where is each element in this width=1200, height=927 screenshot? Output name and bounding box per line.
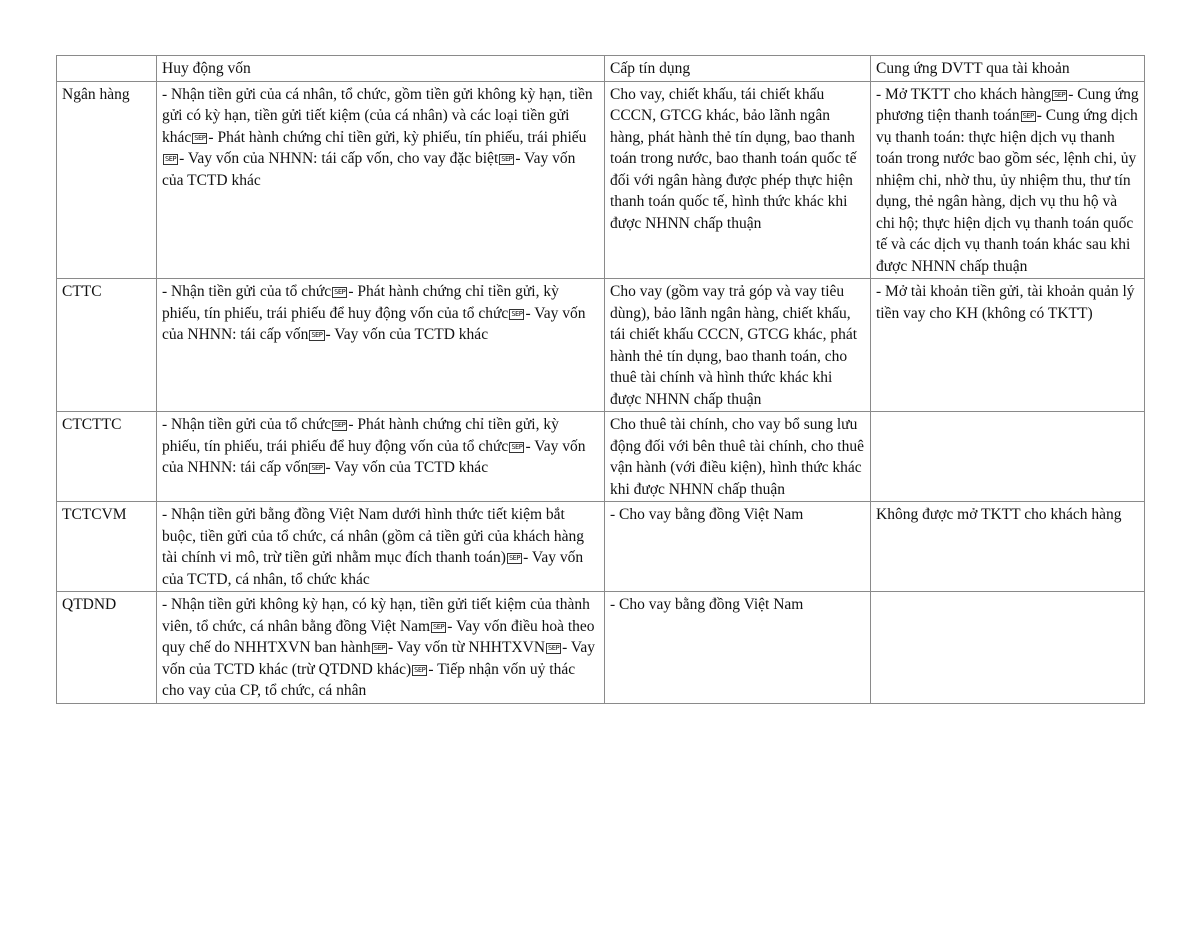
cell-text: - Cho vay bằng đồng Việt Nam [610,596,804,613]
cell-text: - Vay vốn điều hoà theo quy chế do NHHTXVN ban hành [162,617,595,656]
cell-text: - Mở tài khoản tiền gửi, tài khoản quản lý tiền vay cho KH (không có TKTT) [876,283,1135,322]
cell-cung-ung-dvtt [871,592,1145,704]
cell-text: - Phát hành chứng chỉ tiền gửi, kỳ phiếu, tín phiếu, trái phiếu để huy động vốn của tổ chức [162,416,559,455]
cell-text: - Vay vốn của NHNN: tái cấp vốn [162,304,586,343]
separator-glyph: SEP [548,644,560,652]
cell-text: Cho vay, chiết khấu, tái chiết khấu CCCN, GTCG khác, bảo lãnh ngân hàng, phát hành thẻ tín dụng, bao thanh toán trong nước, bao thanh toán quốc tế đối với ngân hàng được phép thực hiện thanh toán quốc tế, hình thức khác khi được NHNN chấp thuận [610,85,857,232]
cell-text: - Nhận tiền gửi bằng đồng Việt Nam dưới hình thức tiết kiệm bắt buộc, tiền gửi của tổ chức, cá nhân (gồm cả tiền gửi của khách hàng tài chính vi mô, trừ tiền gửi nhằm mục đích thanh toán) [162,506,585,566]
separator-glyph: SEP [508,554,521,562]
cell-text: - Nhận tiền gửi của tổ chức [162,416,332,433]
cell-text: - Vay vốn của TCTD khác (trừ QTDND khác) [162,639,596,678]
separator-glyph: SEP [501,155,513,163]
cell-text: Cho vay (gồm vay trả góp và vay tiêu dùng), bảo lãnh ngân hàng, chiết khấu, tái chiết khấu CCCN, GTCG khác, phát hành thẻ tín dụng, bao thanh toán, cho thuê tài chính và hình thức khác khi được NHNN chấp thuận [610,283,858,408]
cell-text: Cho thuê tài chính, cho vay bổ sung lưu động đối với bên thuê tài chính, cho thuê vận hành (với điều kiện), hình thức khác khi được NHNN chấp thuận [610,416,864,498]
cell-text: - Vay vốn của NHNN: tái cấp vốn [162,437,586,476]
row-label: Ngân hàng [57,81,157,279]
cell-huy-dong-von [157,502,605,592]
cell-cap-tin-dung [605,502,871,592]
cell-text: - Tiếp nhận vốn uỷ thác cho vay của CP, tổ chức, cá nhân [162,660,576,699]
cell-text: - Mở TKTT cho khách hàng [876,85,1052,103]
cell-text: - Vay vốn của TCTD khác [162,150,576,189]
separator-glyph: SEP [1022,112,1034,120]
cell-text: - Cho vay bằng đồng Việt Nam [610,506,804,523]
header-cell-blank [57,56,157,82]
table-row [57,279,1145,412]
cell-cung-ung-dvtt [871,279,1145,412]
cell-text: - Vay vốn từ NHHTXVN [387,639,546,656]
cell-text: Không được mở TKTT cho khách hàng [876,506,1122,523]
row-label: CTTC [57,279,157,412]
cell-text: - Phát hành chứng chỉ tiền gửi, kỳ phiếu, tín phiếu, trái phiếu để huy động vốn của tổ chức [162,283,559,322]
separator-glyph: SEP [194,133,206,142]
separator-glyph: SEP [511,442,523,451]
separator-glyph: SEP [414,665,426,674]
separator-glyph: SEP [165,155,177,163]
cell-text: - Phát hành chứng chỉ tiền gửi, kỳ phiếu, tín phiếu, trái phiếu [208,128,587,146]
cell-text: - Nhận tiền gửi của cá nhân, tổ chức, gồm tiền gửi không kỳ hạn, tiền gửi có kỳ hạn, tiền gửi tiết kiệm (của cá nhân) và các loại tiền gửi khác [162,85,593,146]
cell-text: - Vay vốn của TCTD khác [325,459,489,476]
separator-glyph: SEP [511,309,523,318]
comparison-table [56,55,1145,704]
cell-cap-tin-dung [605,592,871,704]
cell-text: - Nhận tiền gửi không kỳ hạn, có kỳ hạn, tiền gửi tiết kiệm của thành viên, tổ chức, cá nhân bằng đồng Việt Nam [162,596,590,635]
cell-cap-tin-dung [605,81,871,279]
table-row [57,502,1145,592]
cell-huy-dong-von [157,412,605,502]
row-label: QTDND [57,592,157,704]
separator-glyph: SEP [311,331,323,339]
row-label: TCTCVM [57,502,157,592]
cell-text: - Cung ứng dịch vụ thanh toán: thực hiện dịch vụ thanh toán trong nước bao gồm séc, lệnh chi, ủy nhiệm chi, nhờ thu, ủy nhiệm thu, thư tín dụng, thẻ ngân hàng, dịch vụ thu hộ và chi hộ; thực hiện dịch vụ thanh toán quốc tế và các dịch vụ thanh toán khác sau khi được NHNN chấp thuận [876,107,1138,275]
separator-glyph: SEP [1054,90,1066,99]
cell-huy-dong-von [157,279,605,412]
cell-text: - Vay vốn của TCTD, cá nhân, tổ chức khác [162,549,584,588]
header-row [57,56,1145,82]
cell-cap-tin-dung [605,279,871,412]
separator-glyph: SEP [334,288,346,296]
separator-glyph: SEP [373,644,385,652]
header-cell-huy-dong-von: Huy động vốn [157,56,605,82]
cell-huy-dong-von [157,592,605,704]
cell-text: - Cung ứng phương tiện thanh toán [876,85,1139,124]
separator-glyph: SEP [433,622,445,631]
cell-huy-dong-von [157,81,605,279]
table-row [57,592,1145,704]
table-row [57,81,1145,279]
header-cell-cap-tin-dung: Cấp tín dụng [605,56,871,82]
cell-text: - Vay vốn của NHNN: tái cấp vốn, cho vay đặc biệt [179,150,499,167]
cell-cung-ung-dvtt [871,81,1145,279]
header-cell-cung-ung-dvtt: Cung ứng DVTT qua tài khoản [871,56,1145,82]
cell-cap-tin-dung [605,412,871,502]
separator-glyph: SEP [311,464,323,472]
cell-text: - Nhận tiền gửi của tổ chức [162,283,332,300]
cell-text: - Vay vốn của TCTD khác [325,326,489,343]
table-body [57,81,1145,703]
row-label: CTCTTC [57,412,157,502]
cell-cung-ung-dvtt [871,502,1145,592]
separator-glyph: SEP [334,421,346,429]
cell-cung-ung-dvtt [871,412,1145,502]
table-row [57,412,1145,502]
